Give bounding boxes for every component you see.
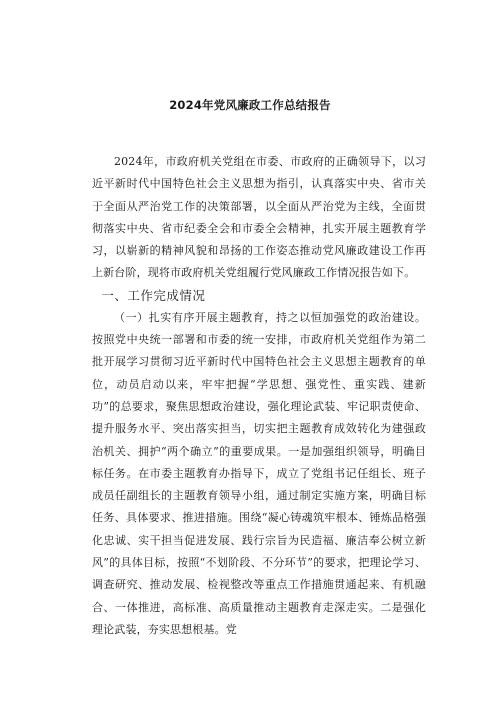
section-paragraph: （一）扎实有序开展主题教育，持之以恒加强党的政治建设。按照党中央统一部署和市委的统一安排，市政府机关党组作为第二批开展学习贯彻习近平新时代中国特色社会主义思想主题教育的单位，动员启动以来，牢牢把握“学思想、强党性、重实践、建新功”的总要求，聚焦思想政治建设，强化理论武装、牢记职责使命、提升服务水平、突出落实担当，切实把主题教育成效转化为建强政治机关、拥护“两个确立”的重要成果。一是加强组织领导，明确目标任务。在市委主题教育办指导下，成立了党组书记任组长、班子成员任副组长的主题教育领导小组，通过制定实施方案，明确目标任务、具体要求、推进措施。围绕“凝心铸魂筑牢根本、锤炼品格强化忠诚、实干担当促进发展、践行宗旨为民造福、廉洁奉公树立新风”的具体目标，按照“不划阶段、不分环节”的要求，把理论学习、调查研究、推动发展、检视整改等重点工作措施贯通起来、有机融合、一体推进，高标准、高质量推动主题教育走深走实。二是强化理论武装，夯实思想根基。党 — [92, 310, 426, 636]
intro-paragraph: 2024年，市政府机关党组在市委、市政府的正确领导下，以习近平新时代中国特色社会主义思想为指引，认真落实中央、省市关于全面从严治党工作的决策部署，以全面从严治党为主线，全面贯彻落实中央、省市纪委全会和市委全会精神，扎实开展主题教育学习，以崭新的精神风貌和昂扬的工作姿态推动党风廉政建设工作再上新台阶，现将市政府机关党组履行党风廉政工作情况报告如下。 — [92, 155, 426, 280]
section-heading: 一、工作完成情况 — [101, 287, 206, 303]
document-body — [92, 151, 426, 641]
document-title: 2024年党风廉政工作总结报告 — [169, 98, 331, 112]
